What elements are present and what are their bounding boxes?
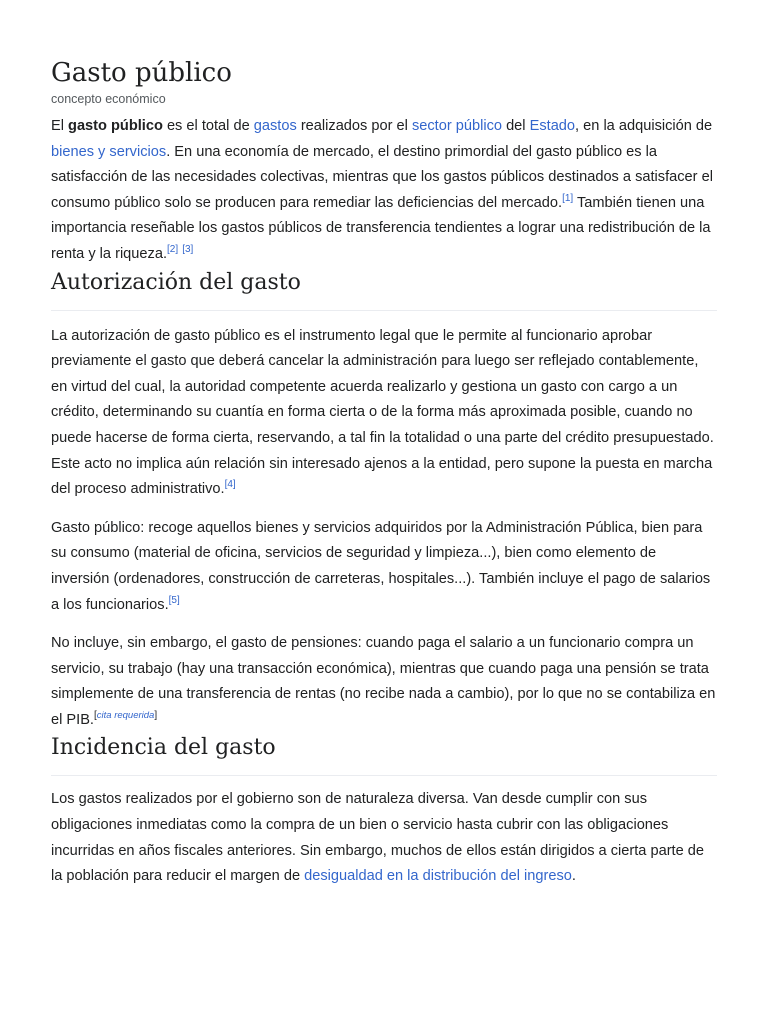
cite-bracket: ] [154, 710, 158, 722]
page-title: Gasto público [51, 58, 232, 88]
section-heading-incidencia: Incidencia del gasto [51, 733, 717, 776]
cite-bracket: [ [94, 710, 97, 722]
paragraph-text: No incluye, sin embargo, el gasto de pensiones: cuando paga el salario a un funcionario compra un servicio, su trabajo (hay una transacción económica), mientras que cuando paga una pensión se trata simplemente de una transferencia de rentas (no recibe nada a cambio), por lo que no se contabiliza en el PIB. [51, 635, 716, 728]
reference-link[interactable]: [5] [168, 594, 180, 606]
intro-text: También tienen una importancia reseñable los gastos públicos de transferencia tendientes a lograr una redistribución de la renta y la riqueza. [51, 194, 711, 262]
intro-text: realizados por el [296, 118, 412, 134]
section-paragraph [51, 631, 717, 733]
paragraph-text: Los gastos realizados por el gobierno son de naturaleza diversa. Van desde cumplir con sus obligaciones inmediatas como la compra de un bien o servicio hasta cubrir con las obligaciones incurridas en años fiscales anteriores. Sin embargo, muchos de ellos están dirigidos a cierta parte de la población para reducir el margen de [51, 791, 705, 885]
reference-link[interactable]: [2] [167, 244, 179, 256]
section-paragraph [51, 787, 717, 889]
reference-link[interactable]: [3] [182, 244, 194, 256]
paragraph-text: La autorización de gasto público es el instrumento legal que le permite al funcionario aprobar previamente el gasto que deberá cancelar la administración para luego ser reflejado contablemente, en virtud del cual, la autoridad competente acuerda realizarlo y gestiona un gasto con cargo a un crédito, determinando su cuantía en forma cierta o de la forma más aproximada posible, cuando no puede hacerse de forma cierta, reservando, a tal fin la totalidad o una parte del crédito presupuestado. Este acto no implica aún relación sin interesado ajenos a la entidad, pero supone la puesta en marcha del proceso administrativo. [51, 327, 714, 498]
paragraph-text: . [571, 868, 576, 885]
citation-needed-text: cita requerida [96, 710, 155, 722]
reference-2[interactable] [167, 244, 178, 255]
intro-text: . En una economía de mercado, el destino primordial del gasto público es la satisfacción de las necesidades colectivas, mientras que los gastos públicos destinados a satisfacer el consumo público solo se producen para remediar las deficiencias del mercado. [51, 143, 713, 211]
section-paragraph [51, 516, 717, 618]
reference-5[interactable] [169, 595, 180, 606]
reference-3[interactable] [182, 244, 193, 255]
intro-paragraph [51, 114, 717, 268]
reference-1[interactable] [562, 193, 573, 204]
reference-link[interactable]: [1] [562, 192, 574, 204]
link-estado[interactable]: Estado [529, 118, 576, 134]
link-gastos[interactable]: gastos [253, 118, 297, 134]
citation-needed-link[interactable] [96, 710, 158, 722]
page-subtitle: concepto económico [51, 92, 166, 106]
reference-4[interactable] [225, 479, 236, 490]
intro-text: , en la adquisición de [575, 118, 713, 134]
intro-text: del [502, 118, 530, 134]
section-heading-autorizacion: Autorización del gasto [51, 268, 717, 311]
intro-bold-term: gasto público [68, 118, 163, 134]
intro-text: El [51, 118, 69, 134]
section-paragraph [51, 324, 717, 503]
link-bienes-y-servicios[interactable]: bienes y servicios [51, 143, 167, 160]
intro-text: es el total de [162, 118, 254, 134]
link-desigualdad[interactable]: desigualdad en la distribución del ingreso [304, 868, 572, 885]
link-sector-publico[interactable]: sector público [411, 118, 503, 134]
citation-needed [94, 710, 157, 721]
paragraph-text: Gasto público: recoge aquellos bienes y servicios adquiridos por la Administración Pública, bien para su consumo (material de oficina, servicios de seguridad y limpieza...), bien como elemento de inversión (ordenadores, construcción de carreteras, hospitales...). También incluye el pago de salarios a los funcionarios. [51, 519, 711, 613]
reference-link[interactable]: [4] [224, 479, 236, 491]
